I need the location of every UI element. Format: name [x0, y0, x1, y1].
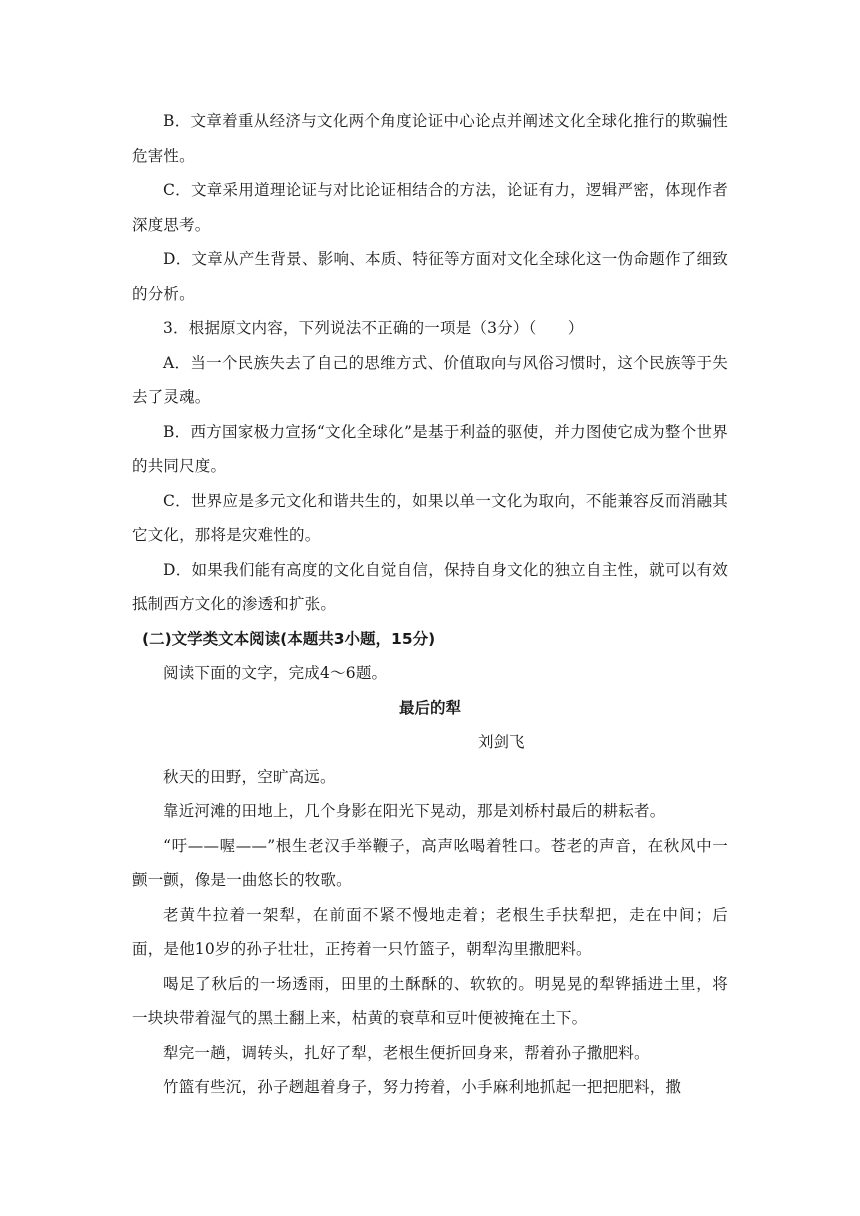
document-page [132, 104, 728, 1105]
story-paragraph: 老黄牛拉着一架犁，在前面不紧不慢地走着；老根生手扶犁把，走在中间；后面，是他10岁的孙子壮壮，正挎着一只竹篮子，朝犁沟里撒肥料。 [132, 905, 728, 958]
story-paragraph: 秋天的田野，空旷高远。 [163, 767, 336, 786]
section-heading: (二)文学类文本阅读(本题共3小题，15分) [142, 629, 436, 648]
q2-option-d: D．文章从产生背景、影响、本质、特征等方面对文化全球化这一伪命题作了细致的分析。 [132, 250, 728, 303]
story-paragraph: “吁——喔——”根生老汉手举鞭子，高声吆喝着牲口。苍老的声音，在秋风中一颤一颤，像是一曲悠长的牧歌。 [132, 836, 728, 889]
q3-option-c: C．世界应是多元文化和谐共生的，如果以单一文化为取向，不能兼容反而消融其它文化，那将是灾难性的。 [132, 491, 728, 544]
story-paragraph: 竹篮有些沉，孙子趔趄着身子，努力挎着，小手麻利地抓起一把把肥料，撒 [163, 1078, 682, 1096]
q3-option-a: A．当一个民族失去了自己的思维方式、价值取向与风俗习惯时，这个民族等于失去了灵魂。 [132, 353, 728, 406]
q2-option-c: C．文章采用道理论证与对比论证相结合的方法，论证有力，逻辑严密，体现作者深度思考。 [132, 181, 728, 234]
reading-instruction: 阅读下面的文字，完成4～6题。 [163, 664, 388, 682]
story-title: 最后的犁 [398, 698, 461, 717]
story-paragraph: 喝足了秋后的一场透雨，田里的土酥酥的、软软的。明晃晃的犁铧插进土里，将一块块带着湿气的黑土翻上来，枯黄的衰草和豆叶便被掩在土下。 [132, 974, 728, 1027]
story-paragraph: 靠近河滩的田地上，几个身影在阳光下晃动，那是刘桥村最后的耕耘者。 [163, 802, 666, 820]
q3-option-b: B．西方国家极力宣扬“文化全球化”是基于利益的驱使，并力图使它成为整个世界的共同尺度。 [132, 422, 728, 475]
story-paragraph: 犁完一趟，调转头，扎好了犁，老根生便折回身来，帮着孙子撒肥料。 [163, 1043, 650, 1062]
q3-stem: 3．根据原文内容，下列说法不正确的一项是（3分）（ ） [163, 319, 584, 337]
story-author: 刘剑飞 [478, 733, 525, 751]
q3-option-d: D．如果我们能有高度的文化自觉自信，保持自身文化的独立自主性，就可以有效抵制西方文化的渗透和扩张。 [132, 560, 728, 613]
q2-option-b: B．文章着重从经济与文化两个角度论证中心论点并阐述文化全球化推行的欺骗性危害性。 [132, 112, 728, 165]
